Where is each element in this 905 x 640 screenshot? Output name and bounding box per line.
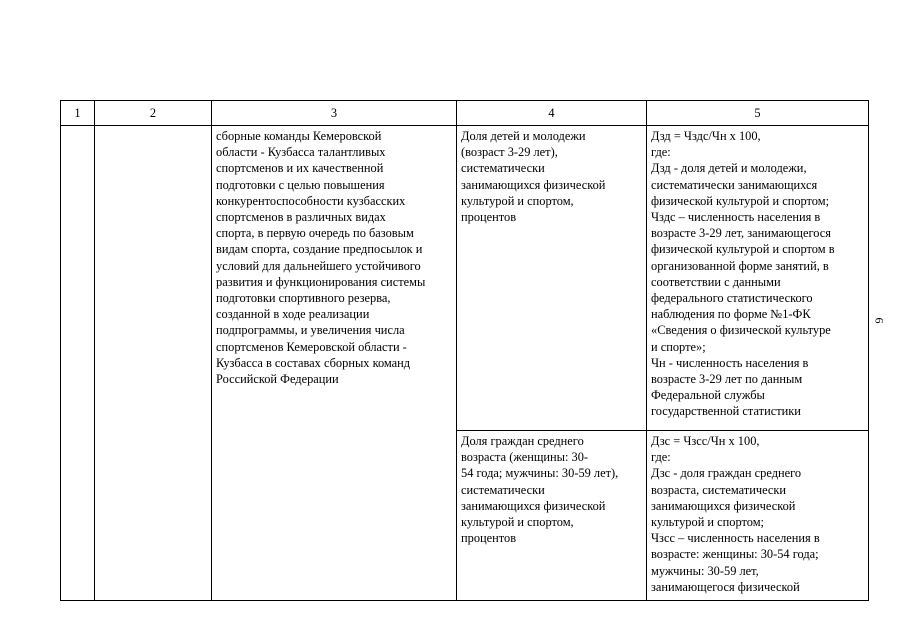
text-line: и спорте»; [651, 339, 706, 354]
indicator-name-cell [457, 126, 647, 431]
indicator-name-cell [457, 431, 647, 601]
text-line: подготовки с целью повышения [216, 177, 385, 192]
text-line: спортсменов и их качественной [216, 161, 384, 176]
text-line: Дзс - доля граждан среднего [651, 466, 802, 481]
text-line: сборные команды Кемеровской [216, 129, 382, 143]
text-line: систематически [461, 161, 545, 176]
text-line: спорта, в первую очередь по базовым [216, 226, 414, 241]
text-line: занимающихся физической [461, 498, 606, 513]
text-line: условий для дальнейшего устойчивого [216, 258, 421, 273]
text-line: систематически [461, 482, 545, 497]
text-line: Дзд = Чздс/Чн x 100, [651, 129, 761, 143]
text-line: процентов [461, 531, 517, 546]
goal-description-cell [212, 126, 457, 601]
text-line: подготовки спортивного резерва, [216, 291, 391, 306]
text-line: мужчины: 30-59 лет, [651, 563, 759, 578]
text-line: «Сведения о физической культуре [651, 323, 831, 338]
text-line: наблюдения по форме №1-ФК [651, 307, 811, 322]
text-line: соответствии с данными [651, 274, 781, 289]
text-line: культурой и спортом, [461, 193, 574, 208]
text-line: федерального статистического [651, 291, 813, 306]
text-line: возрасте 3-29 лет по данным [651, 372, 803, 387]
indicator-name-text [457, 431, 646, 546]
text-line: возрасте 3-29 лет, занимающегося [651, 226, 831, 241]
text-line: Чзсс – численность населения в [651, 531, 820, 546]
text-line: государственной статистики [651, 404, 801, 419]
row-cell-col2 [95, 126, 212, 601]
text-line: где: [651, 450, 671, 465]
text-line: Чздс – численность населения в [651, 210, 821, 225]
text-line: культурой и спортом; [651, 515, 765, 530]
header-cell-4: 4 [457, 101, 647, 126]
text-line: Чн - численность населения в [651, 355, 809, 370]
text-line: 54 года; мужчины: 30-59 лет), [461, 466, 619, 481]
text-line: Федеральной службы [651, 388, 765, 403]
text-line: занимающихся физической [651, 498, 796, 513]
text-line: возрасте: женщины: 30-54 года; [651, 547, 819, 562]
text-line: видам спорта, создание предпосылок и [216, 242, 423, 257]
text-line: конкурентоспособности кузбасских [216, 193, 406, 208]
text-line: организованной форме занятий, в [651, 258, 829, 273]
text-line: Дзд - доля детей и молодежи, [651, 161, 807, 176]
indicator-formula-text [647, 431, 868, 595]
text-line: Российской Федерации [216, 372, 339, 387]
text-line: культурой и спортом, [461, 515, 574, 530]
text-line: возраста, систематически [651, 482, 787, 497]
indicator-formula-text [647, 126, 868, 420]
text-line: Доля детей и молодежи [461, 129, 586, 143]
text-line: занимающегося физической [651, 579, 800, 594]
indicator-formula-cell [647, 126, 869, 431]
text-line: спортсменов в различных видах [216, 210, 386, 225]
text-line: Дзс = Чзсс/Чн x 100, [651, 434, 760, 448]
header-row [61, 101, 869, 126]
goal-description-text [212, 126, 456, 387]
text-line: возраста (женщины: 30- [461, 450, 589, 465]
header-cell-2: 2 [95, 101, 212, 126]
text-line: созданной в ходе реализации [216, 307, 370, 322]
document-table [60, 100, 869, 601]
header-cell-5: 5 [647, 101, 869, 126]
text-line: Доля граждан среднего [461, 434, 584, 448]
text-line: занимающихся физической [461, 177, 606, 192]
header-cell-3: 3 [212, 101, 457, 126]
text-line: Кузбасса в составах сборных команд [216, 355, 411, 370]
indicator-name-text [457, 126, 646, 225]
text-line: физической культурой и спортом в [651, 242, 835, 257]
header-cell-1: 1 [61, 101, 95, 126]
text-line: (возраст 3-29 лет), [461, 145, 558, 160]
text-line: систематически занимающихся [651, 177, 818, 192]
text-line: физической культурой и спортом; [651, 193, 830, 208]
indicator-formula-cell [647, 431, 869, 601]
page-number: 6 [872, 317, 887, 324]
row-cell-col1 [61, 126, 95, 601]
text-line: подпрограммы, и увеличения числа [216, 323, 405, 338]
text-line: области - Кузбасса талантливых [216, 145, 386, 160]
text-line: где: [651, 145, 671, 160]
text-line: спортсменов Кемеровской области - [216, 339, 407, 354]
text-line: процентов [461, 210, 517, 225]
text-line: развития и функционирования системы [216, 274, 426, 289]
table-row [61, 126, 869, 431]
